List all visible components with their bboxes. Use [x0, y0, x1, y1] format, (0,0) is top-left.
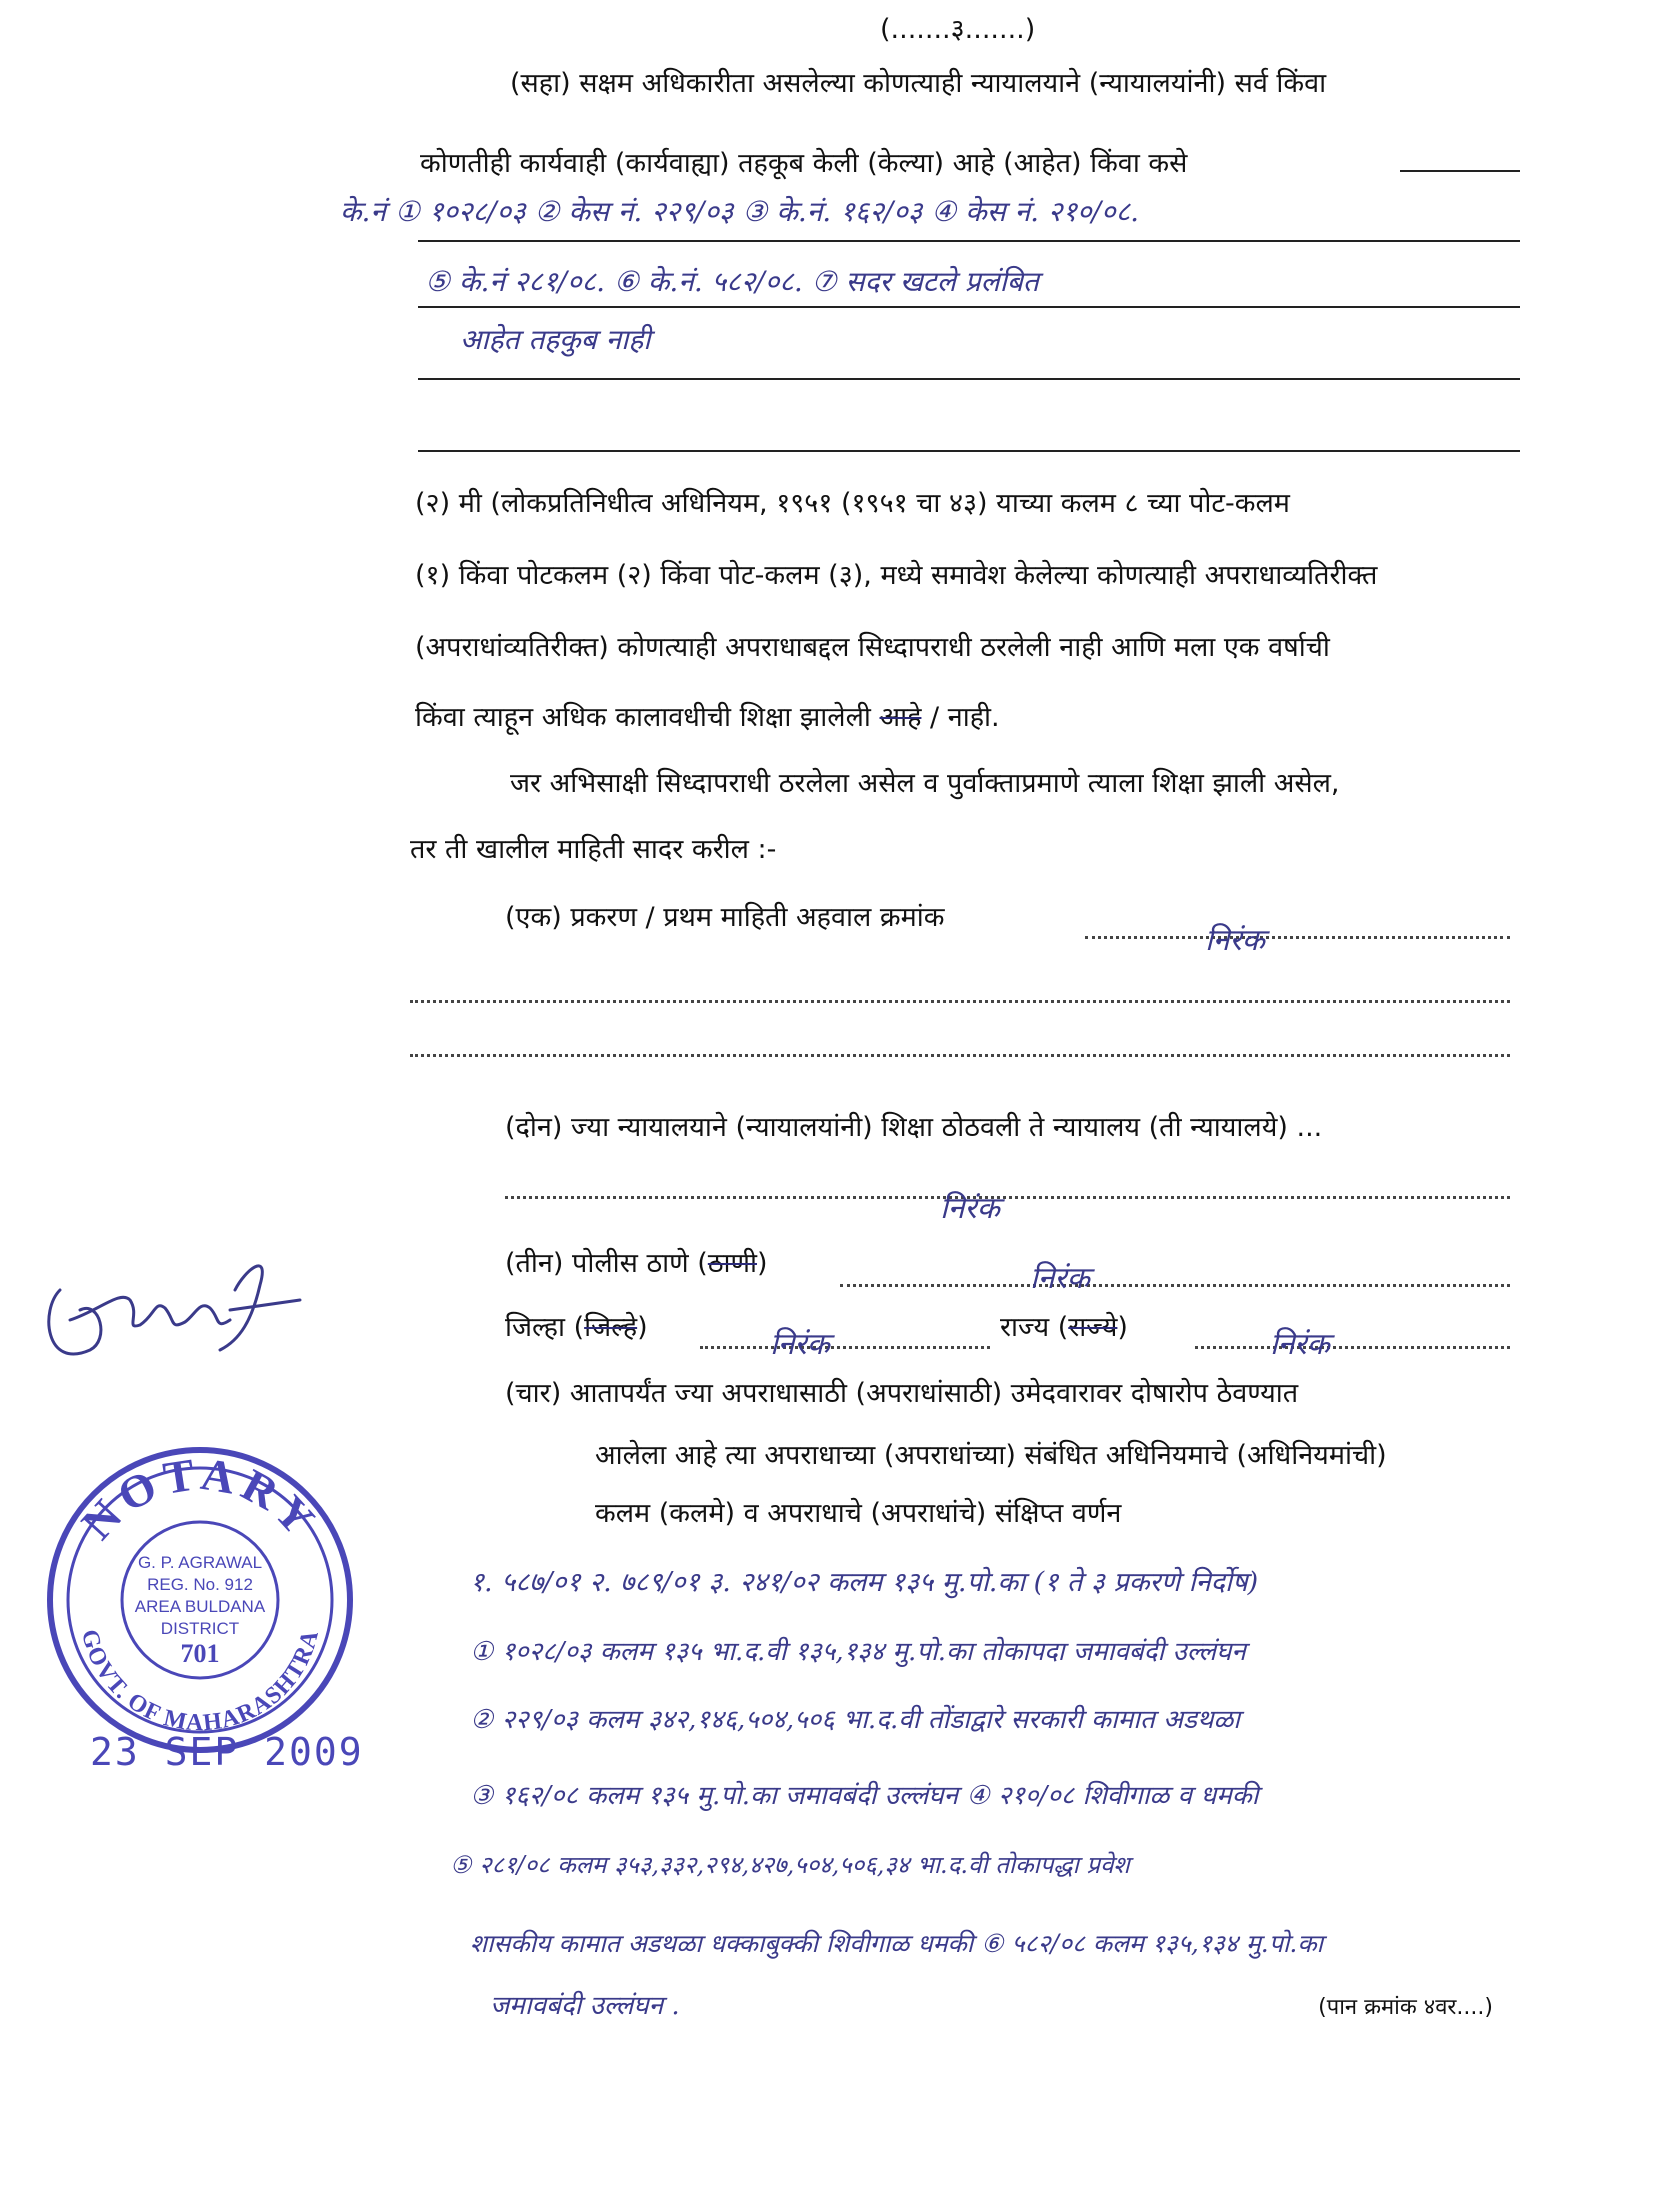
item-teen-hand: निरंक — [1030, 1261, 1090, 1296]
struck-word: ठाणी — [707, 1248, 758, 1279]
struck-word: राज्ये — [1068, 1312, 1118, 1343]
hand-entry: ② २२९/०३ कलम ३४२,१४६,५०४,५०६ भा.द.वी तोंडाद्वारे सरकारी कामात अडथळा — [470, 1705, 1240, 1735]
rule-line — [418, 240, 1520, 242]
conditional-line-2: तर ती खालील माहिती सादर करील :- — [410, 834, 777, 865]
page-continued: (पान क्रमांक ४वर....) — [1318, 1995, 1493, 2020]
dotted-blank — [410, 1000, 1510, 1003]
stamp-date: 23 SEP 2009 — [90, 1730, 364, 1774]
item-ek-label: (एक) प्रकरण / प्रथम माहिती अहवाल क्रमांक — [505, 902, 945, 933]
item-ek-hand: निरंक — [1205, 923, 1265, 958]
section2-line-4-end: / नाही. — [930, 702, 1000, 733]
stamp-bottom: GOVT. OF MAHARASHTRA — [75, 1626, 325, 1737]
state-label — [1000, 1310, 1128, 1346]
dotted-blank — [410, 1054, 1510, 1057]
notary-stamp — [40, 1440, 360, 1760]
signature — [30, 1230, 310, 1400]
district-hand: निरंक — [770, 1327, 830, 1362]
dotted-blank — [505, 1196, 1510, 1199]
item-char-line-3: कलम (कलमे) व अपराधाचे (अपराधांचे) संक्षिप्त वर्णन — [595, 1498, 1122, 1529]
section2-line-4-text: किंवा त्याहून अधिक कालावधीची शिक्षा झालेली — [415, 702, 871, 733]
district-label-end: ) — [637, 1312, 648, 1343]
stamp-district: DISTRICT — [160, 1619, 240, 1638]
district-label-text: जिल्हा ( — [505, 1312, 585, 1343]
section2-line-1: (२) मी (लोकप्रतिनिधीत्व अधिनियम, १९५१ (१९५१ चा ४३) याच्या कलम ८ च्या पोट-कलम — [415, 488, 1290, 519]
item-don-hand: निरंक — [940, 1191, 1000, 1226]
section2-line-2: (१) किंवा पोटकलम (२) किंवा पोट-कलम (३), मध्ये समावेश केलेल्या कोणत्याही अपराधाव्यतिरीक्त — [415, 560, 1378, 591]
svg-text:NOTARY — [71, 1448, 328, 1549]
struck-word: जिल्हे — [584, 1312, 638, 1343]
blank-line — [1400, 170, 1520, 172]
rule-line — [418, 378, 1520, 380]
hand-entry: १. ५८७/०१ २. ७८९/०१ ३. २४१/०२ कलम १३५ मु.पो.का (१ ते ३ प्रकरणे निर्दोष) — [470, 1567, 1259, 1598]
hand-entry: ⑤ २८१/०८ कलम ३५३,३३२,२९४,४२७,५०४,५०६,३४ भा.द.वी तोकापद्धा प्रवेश — [450, 1851, 1130, 1879]
stamp-title: NOTARY — [71, 1447, 329, 1549]
section2-line-3: (अपराधांव्यतिरीक्त) कोणत्याही अपराधाबद्दल सिध्दापराधी ठरलेली नाही आणि मला एक वर्षाची — [415, 632, 1330, 663]
hand-entry: शासकीय कामात अडथळा धक्काबुक्की शिवीगाळ धमकी ⑥ ५८२/०८ कलम १३५,१३४ मु.पो.का — [470, 1929, 1324, 1958]
saha-line-1: (सहा) सक्षम अधिकारीता असलेल्या कोणत्याही न्यायालयाने (न्यायालयांनी) सर्व किंवा — [510, 68, 1327, 99]
state-label-text: राज्य ( — [1000, 1312, 1069, 1343]
hand-entry: जमावबंदी उल्लंघन . — [490, 1991, 680, 2021]
rule-line — [418, 450, 1520, 452]
dotted-blank — [1085, 936, 1510, 939]
police-station-label: (तीन) पोलीस ठाणे ( — [505, 1248, 708, 1279]
stamp-area: AREA BULDANA — [134, 1597, 266, 1616]
state-label-end: ) — [1117, 1312, 1128, 1343]
conditional-line-1: जर अभिसाक्षी सिध्दापराधी ठरलेला असेल व पुर्वाक्ताप्रमाणे त्याला शिक्षा झाली असेल, — [510, 768, 1340, 799]
dotted-blank — [840, 1284, 1510, 1287]
item-don-label: (दोन) ज्या न्यायालयाने (न्यायालयांनी) शिक्षा ठोठवली ते न्यायालय (ती न्यायालये) ... — [505, 1112, 1323, 1143]
stamp-reg: REG. No. 912 — [147, 1575, 253, 1594]
state-hand: निरंक — [1270, 1327, 1330, 1362]
district-label — [505, 1310, 648, 1346]
page-marker: (.......३.......) — [880, 14, 1036, 45]
saha-line-2: कोणतीही कार्यवाही (कार्यवाह्या) तहकूब केली (केल्या) आहे (आहेत) किंवा कसे — [420, 148, 1188, 179]
section2-line-4 — [415, 700, 1000, 736]
police-station-label-end: ) — [757, 1248, 768, 1279]
stamp-number: 701 — [180, 1639, 220, 1668]
hand-entry: ③ १६२/०८ कलम १३५ मु.पो.का जमावबंदी उल्लंघन ④ २१०/०८ शिवीगाळ व धमकी — [470, 1781, 1259, 1811]
rule-line — [418, 306, 1520, 308]
struck-word: आहे — [879, 702, 922, 733]
stamp-name: G. P. AGRAWAL — [137, 1553, 263, 1572]
dotted-blank — [1195, 1346, 1510, 1349]
hand-case-line-2: ⑤ के.नं २८१/०८. ⑥ के.नं. ५८२/०८. ⑦ सदर खटले प्रलंबित — [425, 265, 1039, 298]
hand-case-line-1: के.नं ① १०२८/०३ ② केस नं. २२९/०३ ③ के.नं. १६२/०३ ④ केस नं. २१०/०८. — [340, 195, 1140, 228]
hand-case-line-3: आहेत तहकुब नाही — [460, 323, 651, 356]
item-teen-label — [505, 1246, 768, 1282]
item-char-line-2: आलेला आहे त्या अपराधाच्या (अपराधांच्या) संबंधित अधिनियमाचे (अधिनियमांची) — [595, 1440, 1387, 1471]
dotted-blank — [700, 1346, 990, 1349]
hand-entry: ① १०२८/०३ कलम १३५ भा.द.वी १३५,१३४ मु.पो.का तोकापदा जमावबंदी उल्लंघन — [470, 1637, 1246, 1667]
item-char-line-1: (चार) आतापर्यंत ज्या अपराधासाठी (अपराधांसाठी) उमेदवारावर दोषारोप ठेवण्यात — [505, 1378, 1299, 1409]
stamp-seal — [40, 1440, 360, 1760]
